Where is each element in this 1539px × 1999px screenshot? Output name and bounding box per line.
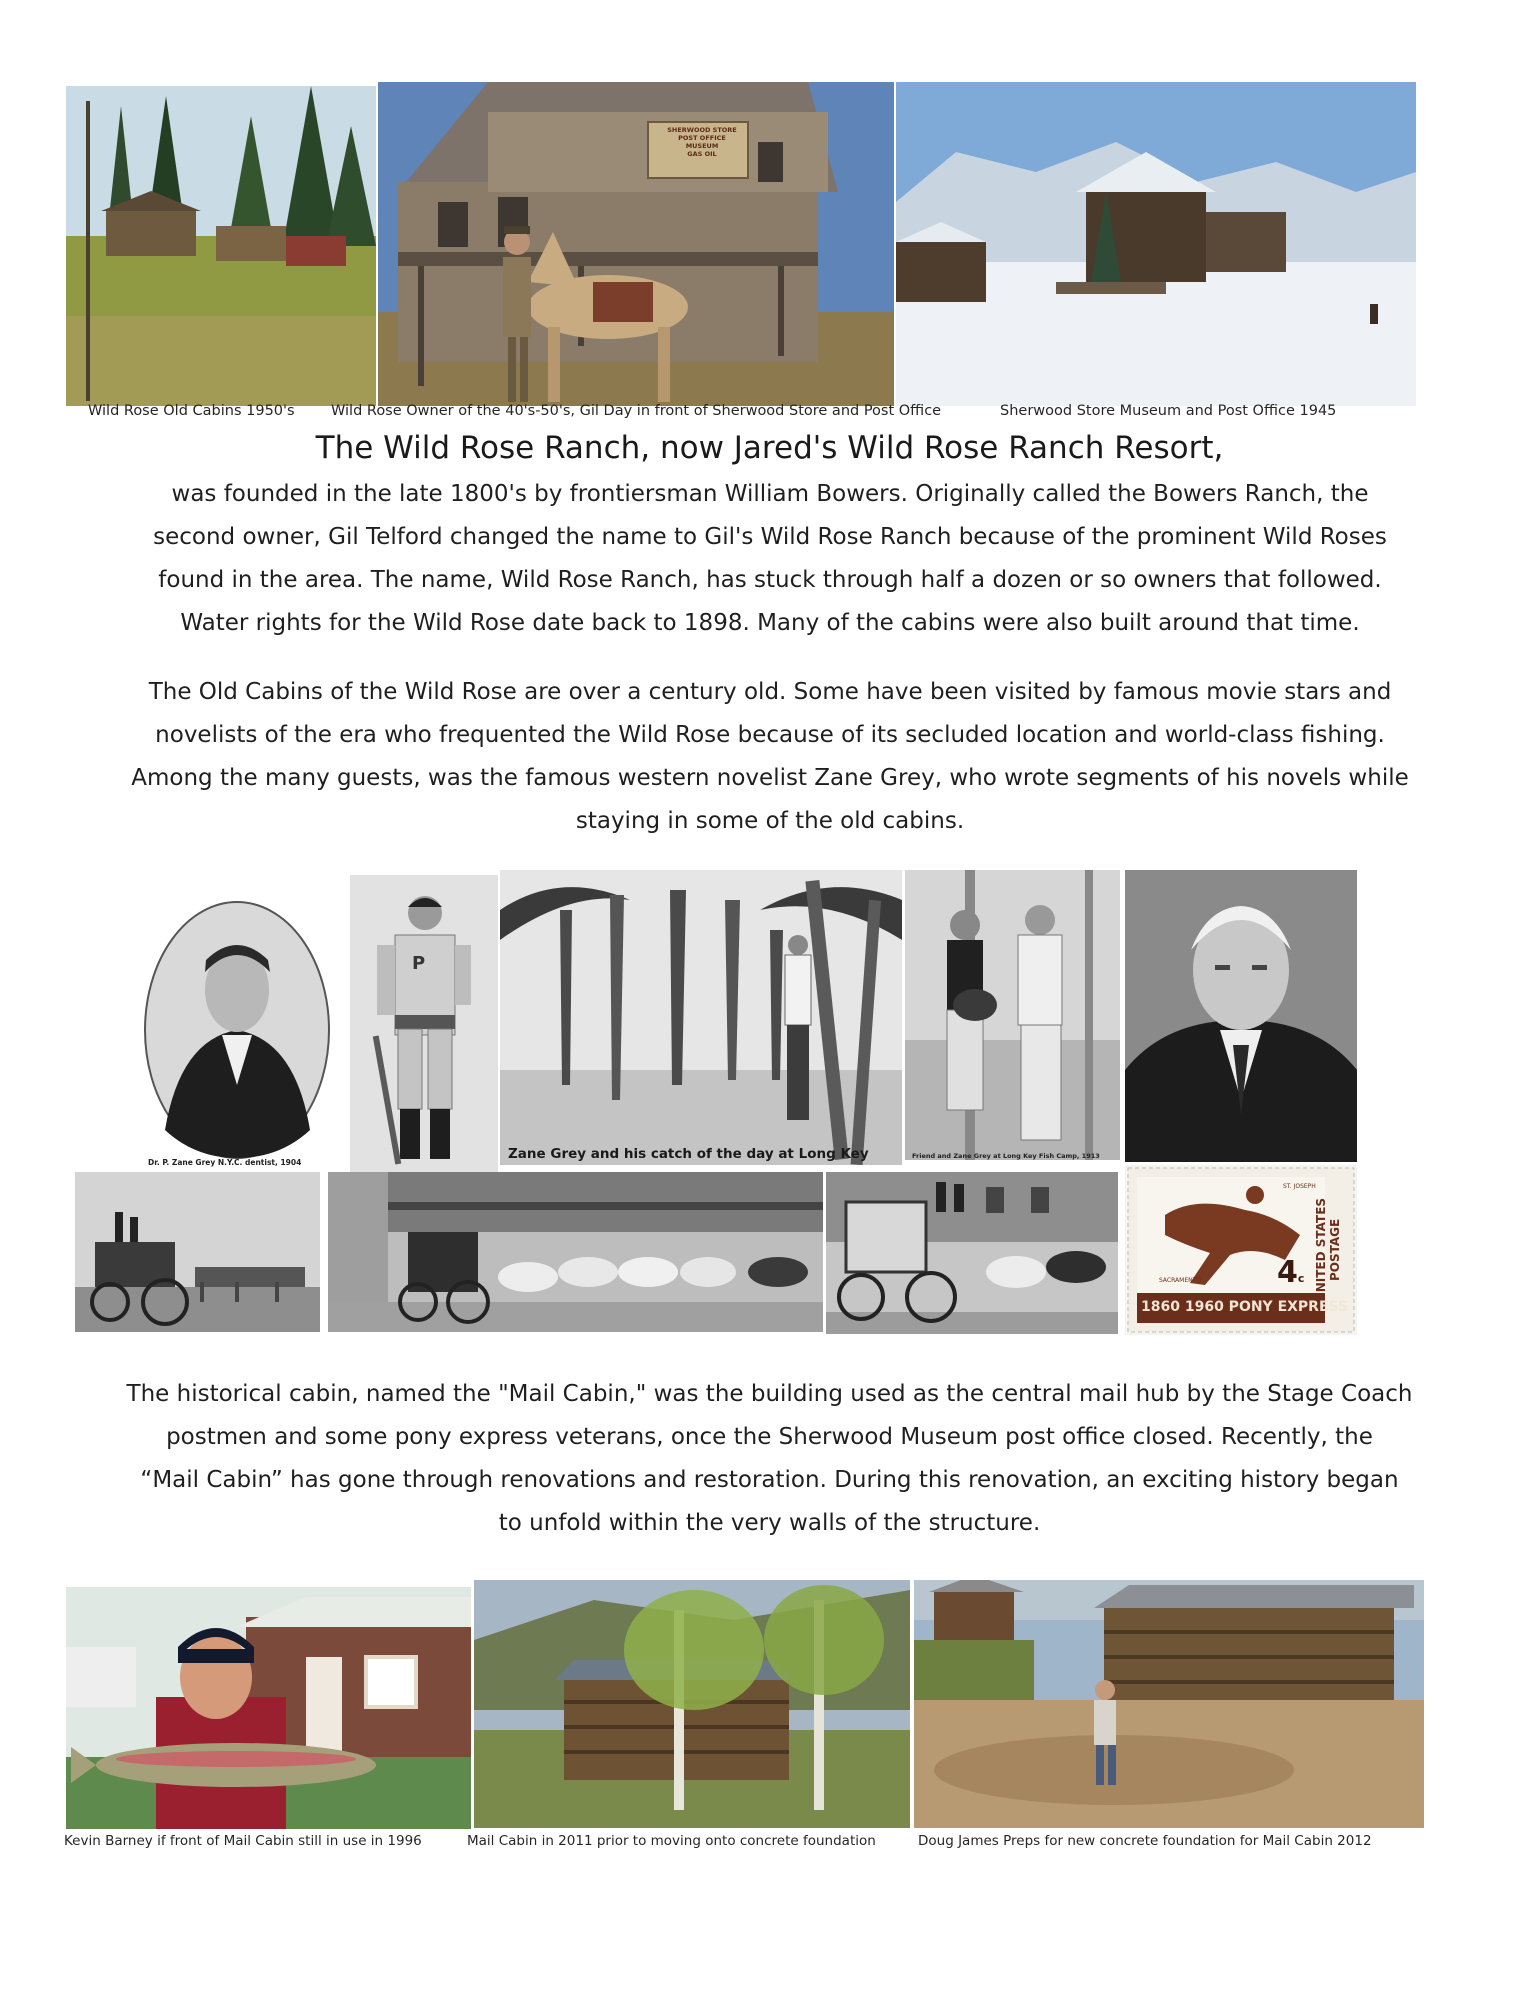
caption-friend-zane-grey: Friend and Zane Grey at Long Key Fish Camp, 1913	[912, 1152, 1100, 1160]
text-line: to unfold within the very walls of the structure.	[498, 1510, 1041, 1536]
text-line: postmen and some pony express veterans, once the Sherwood Museum post office closed. Recently, the	[166, 1424, 1373, 1450]
photo-zane-grey-baseball	[350, 875, 498, 1175]
photo-friend-zane-grey	[905, 870, 1120, 1160]
store-sign-line: POST OFFICE	[678, 134, 726, 142]
text-line: “Mail Cabin” has gone through renovations and restoration. During this renovation, an exciting history began	[140, 1467, 1399, 1493]
stamp-place-bottom: SACRAMENTO	[1159, 1277, 1201, 1284]
text-line: The historical cabin, named the "Mail Cabin," was the building used as the central mail hub by the Stage Coach	[126, 1381, 1413, 1407]
photo-zane-grey-older-portrait	[1125, 870, 1357, 1162]
stamp-banner: 1860 1960 PONY EXPRESS	[1141, 1299, 1349, 1315]
photo-zane-grey-dentist	[140, 900, 330, 1170]
photo-sherwood-store-1945	[896, 82, 1416, 406]
stamp-value-number: 4	[1277, 1255, 1298, 1290]
mail-cabin-paragraph	[25, 1373, 1514, 1545]
caption-mail-cabin-2011: Mail Cabin in 2011 prior to moving onto concrete foundation	[467, 1833, 876, 1849]
photo-stagecoach-building	[826, 1172, 1118, 1334]
photo-stagecoach-prairie	[75, 1172, 320, 1332]
store-sign-line: MUSEUM	[685, 142, 719, 150]
text-line: second owner, Gil Telford changed the name to Gil's Wild Rose Ranch because of the prominent Wild Roses	[153, 524, 1387, 550]
photo-kevin-barney-1996	[66, 1587, 471, 1829]
photo-stagecoach-street	[328, 1172, 823, 1332]
stamp-place-top: ST. JOSEPH	[1283, 1183, 1316, 1190]
pony-express-stamp	[1125, 1165, 1357, 1335]
text-line: was founded in the late 1800's by frontiersman William Bowers. Originally called the Bowers Ranch, the	[171, 481, 1369, 507]
caption-zane-grey-dentist: Dr. P. Zane Grey N.Y.C. dentist, 1904	[148, 1158, 302, 1167]
stamp-postage-text: UNITED STATES POSTAGE	[1314, 1197, 1342, 1303]
stamp-value	[1277, 1255, 1304, 1290]
store-sign-line: GAS OIL	[687, 150, 717, 158]
caption-kevin-barney: Kevin Barney if front of Mail Cabin still in use in 1996	[64, 1833, 422, 1849]
photo-mail-cabin-2011	[474, 1580, 910, 1828]
stamp-value-unit: c	[1297, 1272, 1305, 1285]
old-cabins-paragraph	[40, 671, 1500, 843]
text-line: Among the many guests, was the famous western novelist Zane Grey, who wrote segments of his novels while	[131, 765, 1409, 791]
caption-doug-james: Doug James Preps for new concrete foundation for Mail Cabin 2012	[918, 1833, 1372, 1849]
caption-gil-day: Wild Rose Owner of the 40's-50's, Gil Day in front of Sherwood Store and Post Office	[331, 403, 942, 419]
text-line: Water rights for the Wild Rose date back to 1898. Many of the cabins were also built around that time.	[180, 610, 1360, 636]
store-sign-line: SHERWOOD STORE	[667, 126, 737, 134]
photo-old-cabins-1950s	[66, 86, 376, 406]
text-line: The Old Cabins of the Wild Rose are over a century old. Some have been visited by famous movie stars and	[148, 679, 1392, 705]
photo-gil-day-sherwood-store	[378, 82, 894, 406]
page-title: The Wild Rose Ranch, now Jared's Wild Rose Ranch Resort,	[315, 430, 1224, 466]
intro-paragraph	[40, 473, 1500, 645]
caption-old-cabins: Wild Rose Old Cabins 1950's	[88, 403, 295, 419]
photo-zane-grey-catch	[500, 870, 902, 1165]
photo-doug-james-2012	[914, 1580, 1424, 1828]
text-line: novelists of the era who frequented the Wild Rose because of its secluded location and world-class fishing.	[155, 722, 1385, 748]
text-line: found in the area. The name, Wild Rose Ranch, has stuck through half a dozen or so owners that followed.	[158, 567, 1382, 593]
caption-sherwood-store: Sherwood Store Museum and Post Office 1945	[1000, 403, 1337, 419]
text-line: staying in some of the old cabins.	[575, 808, 965, 834]
jersey-letter: P	[412, 953, 426, 974]
caption-zane-grey-catch: Zane Grey and his catch of the day at Long Key	[508, 1146, 869, 1162]
